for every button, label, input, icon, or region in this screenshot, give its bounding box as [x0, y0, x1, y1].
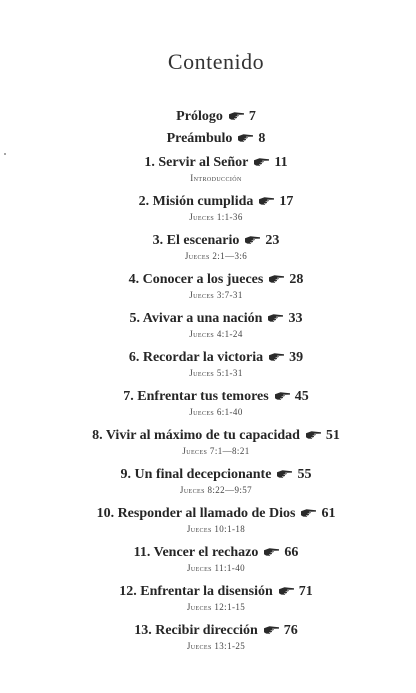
- pointing-hand-icon: [263, 545, 280, 563]
- pointing-hand-icon: [244, 233, 261, 251]
- toc-entry[interactable]: [0, 271, 416, 301]
- toc-entry-title: 8. Vivir al máximo de tu capacidad: [92, 428, 300, 443]
- toc-entry-subtitle: Jueces 13:1-25: [186, 641, 246, 651]
- toc-entry[interactable]: [0, 349, 416, 379]
- toc-entry-subtitle: Introducción: [190, 173, 242, 183]
- toc-entry[interactable]: [0, 544, 416, 574]
- toc-entry-line: [0, 310, 416, 329]
- toc-entry[interactable]: [0, 505, 416, 535]
- pointing-hand-icon: [263, 623, 280, 641]
- toc-entry-page: 17: [279, 194, 294, 209]
- toc-entry-title: 5. Avivar a una nación: [129, 311, 263, 326]
- toc-entry-title: Preámbulo: [166, 131, 233, 146]
- toc-entry-page: 23: [265, 233, 280, 248]
- toc-entry-title: 6. Recordar la victoria: [128, 350, 264, 365]
- pointing-hand-icon: [268, 350, 285, 368]
- toc-entry-page: 28: [289, 272, 304, 287]
- toc-entry-line: [0, 193, 416, 212]
- toc-entry[interactable]: [0, 427, 416, 457]
- toc-entry[interactable]: [0, 130, 416, 149]
- pointing-hand-icon: [228, 109, 245, 127]
- toc-entry-title: 12. Enfrentar la disensión: [119, 584, 273, 599]
- toc-entry[interactable]: [0, 108, 416, 127]
- toc-entry-line: [0, 388, 416, 407]
- toc-entry-page: 8: [258, 131, 266, 146]
- toc-entry[interactable]: [0, 388, 416, 418]
- toc-entry[interactable]: [0, 232, 416, 262]
- toc-entry-line: [0, 349, 416, 368]
- pointing-hand-icon: [274, 389, 291, 407]
- toc-entry-title: 7. Enfrentar tus temores: [123, 389, 269, 404]
- toc-entry[interactable]: [0, 622, 416, 652]
- pointing-hand-icon: [300, 506, 317, 524]
- pointing-hand-icon: [276, 467, 293, 485]
- toc-entry-title: 1. Servir al Señor: [144, 155, 249, 170]
- toc-entry-title: Prólogo: [176, 109, 223, 124]
- toc-entry-page: 39: [289, 350, 304, 365]
- toc-entry-subtitle: Jueces 12:1-15: [186, 602, 246, 612]
- pointing-hand-icon: [237, 131, 254, 149]
- toc-entry-title: 11. Vencer el rechazo: [133, 545, 259, 560]
- toc-entry-page: 7: [248, 109, 256, 124]
- pointing-hand-icon: [278, 584, 295, 602]
- toc-entry-subtitle: Jueces 5:1-31: [189, 368, 243, 378]
- toc-entry-title: 4. Conocer a los jueces: [128, 272, 264, 287]
- toc-entry-line: [0, 466, 416, 485]
- toc-entry[interactable]: [0, 466, 416, 496]
- toc-entry[interactable]: [0, 154, 416, 184]
- toc-entry-line: [0, 154, 416, 173]
- toc-entry-title: 2. Misión cumplida: [138, 194, 254, 209]
- toc-entry-title: 3. El escenario: [152, 233, 240, 248]
- toc-entry-title: 13. Recibir dirección: [134, 623, 258, 638]
- table-of-contents: [0, 108, 416, 661]
- toc-entry-line: [0, 427, 416, 446]
- toc-entry[interactable]: [0, 310, 416, 340]
- toc-entry-page: 66: [284, 545, 299, 560]
- page-title: Contenido: [167, 49, 265, 74]
- pointing-hand-icon: [305, 428, 322, 446]
- toc-entry-subtitle: Jueces 3:7-31: [189, 290, 243, 300]
- toc-entry-line: [0, 505, 416, 524]
- toc-entry-page: 55: [297, 467, 312, 482]
- toc-entry-line: [0, 622, 416, 641]
- toc-entry-subtitle: Jueces 6:1-40: [189, 407, 243, 417]
- toc-entry-subtitle: Jueces 1:1-36: [189, 212, 243, 222]
- toc-entry-line: [0, 232, 416, 251]
- toc-entry-page: 45: [294, 389, 309, 404]
- toc-entry-subtitle: Jueces 11:1-40: [186, 563, 246, 573]
- toc-entry-page: 11: [274, 155, 288, 170]
- toc-entry[interactable]: [0, 583, 416, 613]
- toc-entry-subtitle: Jueces 7:1—8:21: [182, 446, 250, 456]
- toc-entry-line: [0, 108, 416, 127]
- toc-entry-line: [0, 583, 416, 602]
- toc-entry-title: 9. Un final decepcionante: [120, 467, 272, 482]
- pointing-hand-icon: [268, 272, 285, 290]
- pointing-hand-icon: [253, 155, 270, 173]
- toc-entry-page: 61: [321, 506, 336, 521]
- toc-entry-subtitle: Jueces 10:1-18: [186, 524, 246, 534]
- toc-entry-title: 10. Responder al llamado de Dios: [96, 506, 296, 521]
- toc-entry-page: 51: [325, 428, 340, 443]
- toc-entry-line: [0, 130, 416, 149]
- toc-entry-subtitle: Jueces 2:1—3:6: [184, 251, 248, 261]
- toc-entry-subtitle: Jueces 4:1-24: [189, 329, 243, 339]
- toc-entry-page: 76: [283, 623, 298, 638]
- pointing-hand-icon: [258, 194, 275, 212]
- toc-entry[interactable]: [0, 193, 416, 223]
- toc-entry-page: 33: [288, 311, 303, 326]
- toc-entry-line: [0, 271, 416, 290]
- toc-entry-subtitle: Jueces 8:22—9:57: [179, 485, 253, 495]
- pointing-hand-icon: [267, 311, 284, 329]
- toc-entry-page: 71: [298, 584, 313, 599]
- toc-entry-line: [0, 544, 416, 563]
